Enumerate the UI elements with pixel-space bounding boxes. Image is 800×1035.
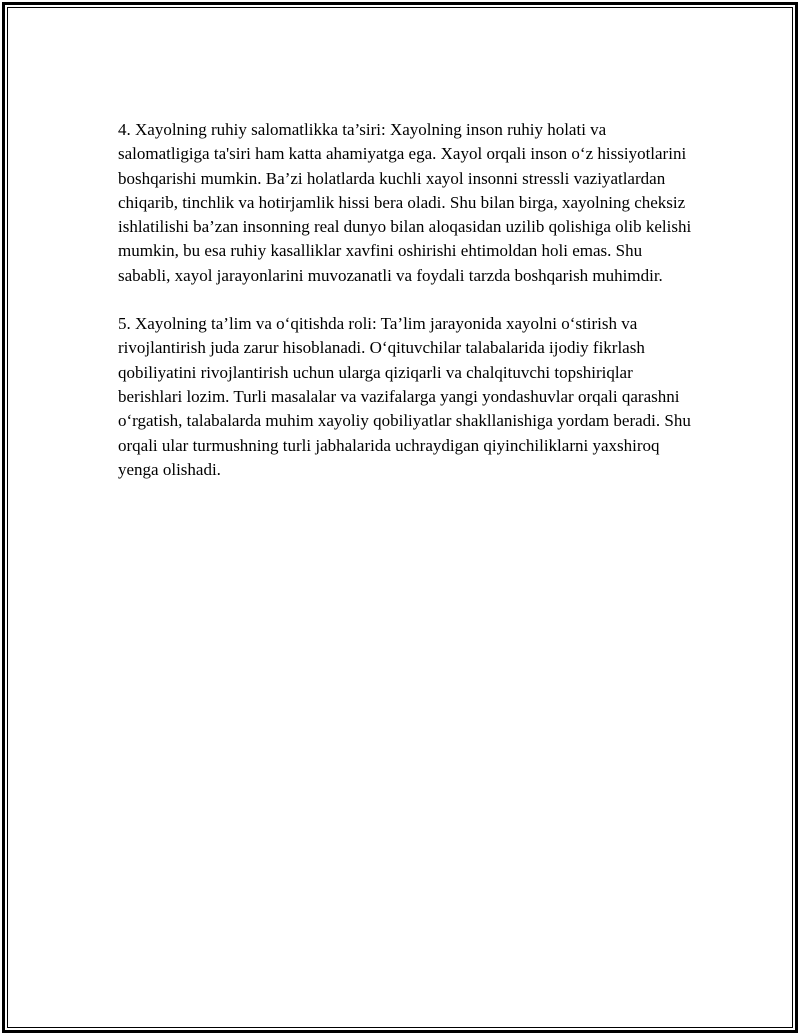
- paragraph-mental-health: 4. Xayolning ruhiy salomatlikka ta’siri: Xayolning inson ruhiy holati va salomatligiga ta'siri ham katta ahamiyatga ega. Xayol orqali inson o‘z hissiyotlarini boshqarishi mumkin. Ba’zi holatlarda kuchli xayol insonni stressli vaziyatlardan chiqarib, tinchlik va hotirjamlik hissi bera oladi. Shu bilan birga, xayolning cheksiz ishlatilishi ba’zan insonning real dunyo bilan aloqasidan uzilib qolishiga olib kelishi mumkin, bu esa ruhiy kasalliklar xavfini oshirishi ehtimoldan holi emas. Shu sababli, xayol jarayonlarini muvozanatli va foydali tarzda boshqarish muhimdir.: [118, 120, 692, 285]
- document-body: [118, 118, 698, 506]
- paragraph-education-role: 5. Xayolning ta’lim va o‘qitishda roli: Ta’lim jarayonida xayolni o‘stirish va rivojlantirish juda zarur hisoblanadi. O‘qituvchilar talabalarida ijodiy fikrlash qobiliyatini rivojlantirish uchun ularga qiziqarli va chalqituvchi topshiriqlar berishlari lozim. Turli masalalar va vazifalarga yangi yondashuvlar orqali qarashni o‘rgatish, talabalarda muhim xayoliy qobiliyatlar shakllanishiga yordam beradi. Shu orqali ular turmushning turli jabhalarida uchraydigan qiyinchiliklarni yaxshiroq yenga olishadi.: [118, 314, 691, 479]
